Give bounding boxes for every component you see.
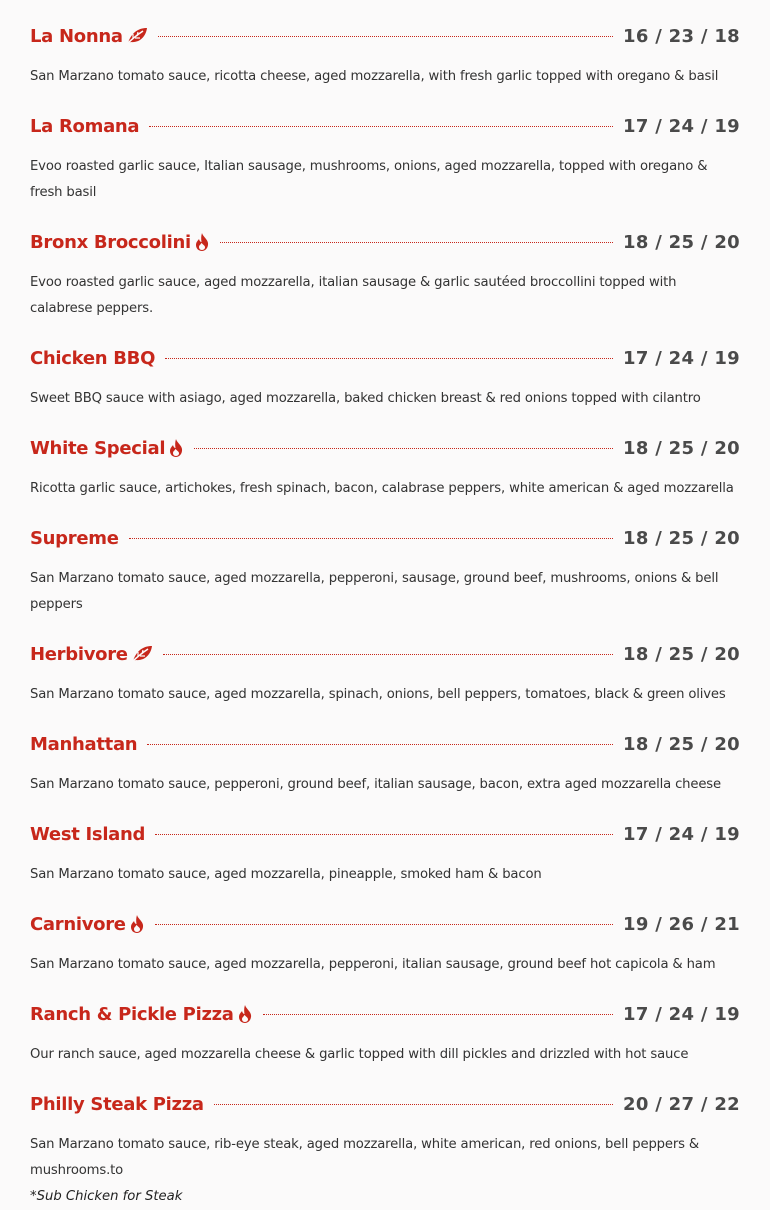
menu-item bbox=[30, 430, 740, 502]
menu-item-name bbox=[30, 232, 210, 253]
flame-icon bbox=[237, 1004, 253, 1024]
menu-item-price: 18 / 25 / 20 bbox=[623, 733, 740, 755]
menu-item bbox=[30, 906, 740, 978]
menu-item bbox=[30, 18, 740, 90]
dotted-leader bbox=[129, 538, 613, 539]
menu-item-price: 16 / 23 / 18 bbox=[623, 25, 740, 47]
menu-item bbox=[30, 996, 740, 1068]
menu-item bbox=[30, 108, 740, 206]
leaf-icon bbox=[126, 27, 148, 45]
menu-item-description: Ricotta garlic sauce, artichokes, fresh spinach, bacon, calabrase peppers, white american & aged mozzarella bbox=[30, 481, 734, 496]
dotted-leader bbox=[155, 924, 613, 925]
menu-item-name bbox=[30, 438, 184, 459]
menu-item bbox=[30, 636, 740, 708]
dotted-leader bbox=[165, 358, 613, 359]
menu-item-price: 19 / 26 / 21 bbox=[623, 913, 740, 935]
menu-item-price: 17 / 24 / 19 bbox=[623, 347, 740, 369]
menu-item bbox=[30, 1086, 740, 1210]
menu-item-name bbox=[30, 528, 119, 549]
menu-item-description: San Marzano tomato sauce, aged mozzarella, pepperoni, italian sausage, ground beef hot capicola & ham bbox=[30, 957, 716, 972]
menu-item-header bbox=[30, 816, 740, 852]
menu-item bbox=[30, 340, 740, 412]
dotted-leader bbox=[214, 1104, 613, 1105]
menu-item-name-text: Chicken BBQ bbox=[30, 347, 156, 369]
menu-item bbox=[30, 816, 740, 888]
menu-item-price: 18 / 25 / 20 bbox=[623, 231, 740, 253]
menu-item-name-text: La Romana bbox=[30, 115, 140, 137]
menu-item-name-text: Bronx Broccolini bbox=[30, 231, 191, 253]
menu-item-header bbox=[30, 430, 740, 466]
menu-item-description: San Marzano tomato sauce, ricotta cheese, aged mozzarella, with fresh garlic topped with oregano & basil bbox=[30, 69, 719, 84]
menu-item-header bbox=[30, 636, 740, 672]
menu-item-header bbox=[30, 906, 740, 942]
dotted-leader bbox=[163, 654, 613, 655]
menu-item-name bbox=[30, 1094, 204, 1115]
menu-item-name-text: White Special bbox=[30, 437, 166, 459]
menu-item-name bbox=[30, 348, 155, 369]
dotted-leader bbox=[194, 448, 613, 449]
menu-item-header bbox=[30, 520, 740, 556]
menu-item-header bbox=[30, 726, 740, 762]
menu-item-header bbox=[30, 18, 740, 54]
menu-item-price: 20 / 27 / 22 bbox=[623, 1093, 740, 1115]
menu-item-description: Evoo roasted garlic sauce, aged mozzarella, italian sausage & garlic sautéed broccollini topped with calabrese peppers. bbox=[30, 275, 677, 316]
menu-item-price: 17 / 24 / 19 bbox=[623, 823, 740, 845]
flame-icon bbox=[194, 232, 210, 252]
menu-item-price: 17 / 24 / 19 bbox=[623, 1003, 740, 1025]
menu-item-name bbox=[30, 824, 145, 845]
menu-item-price: 18 / 25 / 20 bbox=[623, 527, 740, 549]
menu-item-name-text: Supreme bbox=[30, 527, 119, 549]
dotted-leader bbox=[220, 242, 613, 243]
menu-item-description: Sweet BBQ sauce with asiago, aged mozzarella, baked chicken breast & red onions topped with cilantro bbox=[30, 391, 701, 406]
menu-item-description: San Marzano tomato sauce, rib-eye steak, aged mozzarella, white american, red onions, bell peppers & mushrooms.to bbox=[30, 1137, 700, 1178]
menu-item-price: 17 / 24 / 19 bbox=[623, 115, 740, 137]
menu-item-name-text: West Island bbox=[30, 823, 146, 845]
menu-item-name bbox=[30, 26, 148, 47]
dotted-leader bbox=[149, 126, 613, 127]
menu-item-name-text: Manhattan bbox=[30, 733, 138, 755]
menu-item-name-text: Carnivore bbox=[30, 913, 126, 935]
menu-item-name-text: Ranch & Pickle Pizza bbox=[30, 1003, 234, 1025]
menu-item-name bbox=[30, 734, 137, 755]
menu-item-description: San Marzano tomato sauce, aged mozzarella, spinach, onions, bell peppers, tomatoes, black & green olives bbox=[30, 687, 726, 702]
menu-item bbox=[30, 726, 740, 798]
menu-item bbox=[30, 224, 740, 322]
menu-item-price: 18 / 25 / 20 bbox=[623, 437, 740, 459]
menu-item-name bbox=[30, 1004, 253, 1025]
dotted-leader bbox=[147, 744, 613, 745]
menu-item-price: 18 / 25 / 20 bbox=[623, 643, 740, 665]
menu-item-name bbox=[30, 914, 145, 935]
flame-icon bbox=[168, 438, 184, 458]
menu-item-header bbox=[30, 224, 740, 260]
menu-item-description: San Marzano tomato sauce, aged mozzarella, pepperoni, sausage, ground beef, mushrooms, onions & bell peppers bbox=[30, 571, 719, 612]
menu-item-name-text: La Nonna bbox=[30, 25, 123, 47]
menu-item-description: San Marzano tomato sauce, pepperoni, ground beef, italian sausage, bacon, extra aged mozzarella cheese bbox=[30, 777, 721, 792]
menu-item-name bbox=[30, 116, 139, 137]
dotted-leader bbox=[158, 36, 613, 37]
menu-item bbox=[30, 520, 740, 618]
flame-icon bbox=[129, 914, 145, 934]
pizza-menu bbox=[30, 0, 740, 1210]
menu-item-name bbox=[30, 644, 153, 665]
menu-item-description: Evoo roasted garlic sauce, Italian sausage, mushrooms, onions, aged mozzarella, topped with oregano & fresh basil bbox=[30, 159, 708, 200]
dotted-leader bbox=[263, 1014, 613, 1015]
dotted-leader bbox=[155, 834, 613, 835]
menu-item-header bbox=[30, 996, 740, 1032]
leaf-icon bbox=[131, 645, 153, 663]
menu-item-name-text: Philly Steak Pizza bbox=[30, 1093, 204, 1115]
menu-item-name-text: Herbivore bbox=[30, 643, 128, 665]
menu-item-description: Our ranch sauce, aged mozzarella cheese & garlic topped with dill pickles and drizzled with hot sauce bbox=[30, 1047, 689, 1062]
menu-item-note: *Sub Chicken for Steak bbox=[30, 1189, 183, 1204]
menu-item-description: San Marzano tomato sauce, aged mozzarella, pineapple, smoked ham & bacon bbox=[30, 867, 542, 882]
menu-item-header bbox=[30, 108, 740, 144]
menu-item-header bbox=[30, 340, 740, 376]
menu-item-header bbox=[30, 1086, 740, 1122]
